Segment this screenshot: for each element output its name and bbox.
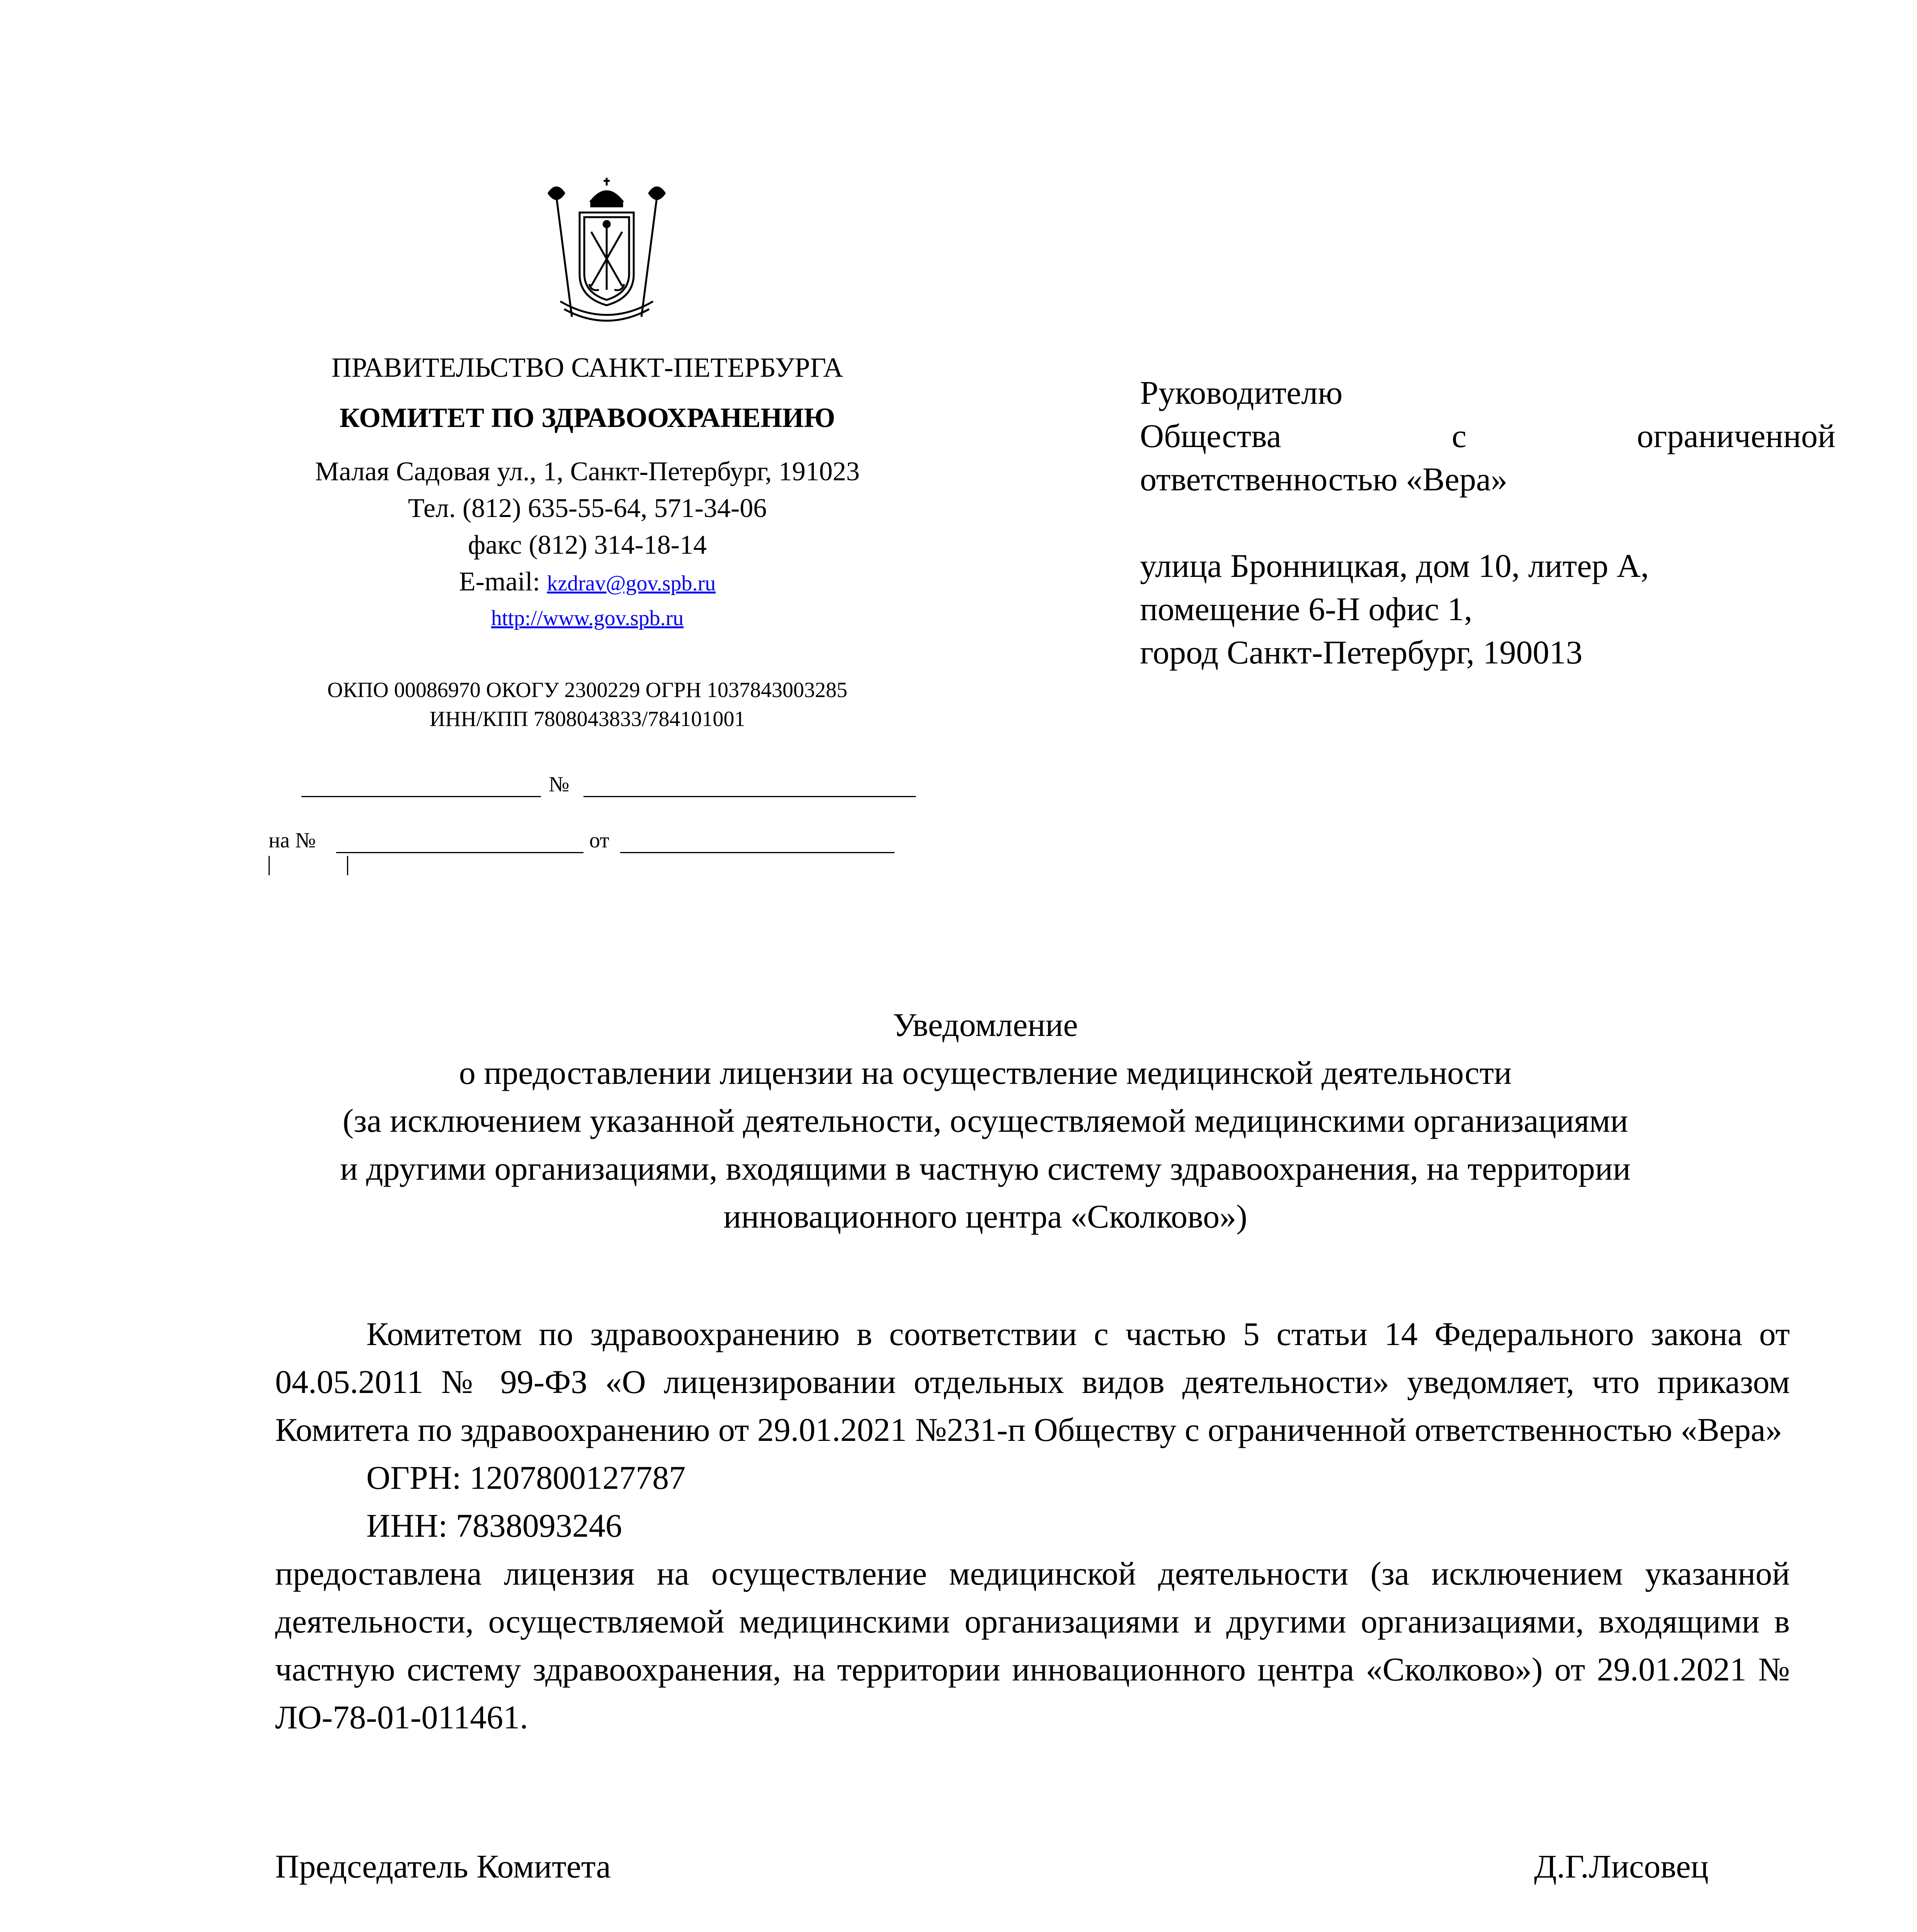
letterhead-inn-kpp: ИНН/КПП 7808043833/784101001 [429, 707, 745, 731]
title-line5: инновационного центра «Сколково») [723, 1198, 1247, 1235]
addressee-line3: ответственностью «Вера» [1140, 461, 1507, 498]
letterhead-fax: факс (812) 314-18-14 [468, 530, 707, 560]
letterhead-codes: ОКПО 00086970 ОКОГУ 2300229 ОГРН 1037843003285 [327, 678, 847, 702]
outgoing-number-sign: № [549, 772, 570, 796]
notice-body [275, 1310, 1790, 1741]
addressee-address1: улица Бронницкая, дом 10, литер А, [1140, 547, 1649, 584]
title-line3: (за исключением указанной деятельности, осуществляемой медицинскими организациями [342, 1102, 1628, 1139]
letterhead-committee: КОМИТЕТ ПО ЗДРАВООХРАНЕНИЮ [339, 402, 835, 433]
addressee-line2: Общества с ограниченной [1140, 417, 1835, 454]
notice-title [232, 1001, 1739, 1240]
title-line1: Уведомление [893, 1006, 1078, 1043]
ref-number-field [336, 852, 583, 853]
letterhead-address: Малая Садовая ул., 1, Санкт-Петербург, 191023 [315, 457, 860, 486]
signature-role: Председатель Комитета [275, 1848, 611, 1885]
ref-date-field [620, 852, 895, 853]
outgoing-number-field [583, 796, 916, 797]
addressee-line1: Руководителю [1140, 374, 1343, 411]
letterhead-government: ПРАВИТЕЛЬСТВО САНКТ-ПЕТЕРБУРГА [331, 352, 844, 383]
title-line4: и другими организациями, входящими в частную систему здравоохранения, на территории [340, 1150, 1631, 1187]
addressee-address2: помещение 6-Н офис 1, [1140, 590, 1473, 628]
outgoing-date-field [301, 796, 541, 797]
ref-from-label: от [589, 828, 609, 852]
body-ogrn: ОГРН: 1207800127787 [366, 1459, 686, 1496]
body-paragraph-1: Комитетом по здравоохранению в соответствии с частью 5 статьи 14 Федерального закона от 04.05.2011 № 99-ФЗ «О лицензировании отдельных видов деятельности» уведомляет, что приказом Комитета по здравоохранению от 29.01.2021 №231-п Обществу с ограниченной ответственностью «Вера» [275, 1315, 1790, 1448]
corner-mark [269, 856, 348, 875]
signature-name: Д.Г.Лисовец [1534, 1848, 1709, 1885]
letterhead-web-line [240, 601, 935, 634]
website-link[interactable]: http://www.gov.spb.ru [491, 606, 684, 630]
body-inn: ИНН: 7838093246 [366, 1507, 622, 1544]
spb-coat-of-arms-icon [533, 174, 680, 328]
title-line2: о предоставлении лицензии на осуществление медицинской деятельности [459, 1054, 1512, 1091]
ref-prefix: на № [269, 828, 316, 852]
letterhead-phone: Тел. (812) 635-55-64, 571-34-06 [408, 493, 767, 523]
letterhead-email-line [240, 566, 935, 599]
addressee-block [1140, 371, 1835, 674]
body-paragraph-2: предоставлена лицензия на осуществление медицинской деятельности (за исключением указанной деятельности, осуществляемой медицинскими организациями и другими организациями, входящими в частную систему здравоохранения, на территории инновационного центра «Сколково») от 29.01.2021 № ЛО-78-01-011461. [275, 1555, 1790, 1736]
email-label: E-mail: [459, 567, 547, 597]
email-link[interactable]: kzdrav@gov.spb.ru [547, 571, 716, 595]
addressee-address3: город Санкт-Петербург, 190013 [1140, 634, 1583, 671]
